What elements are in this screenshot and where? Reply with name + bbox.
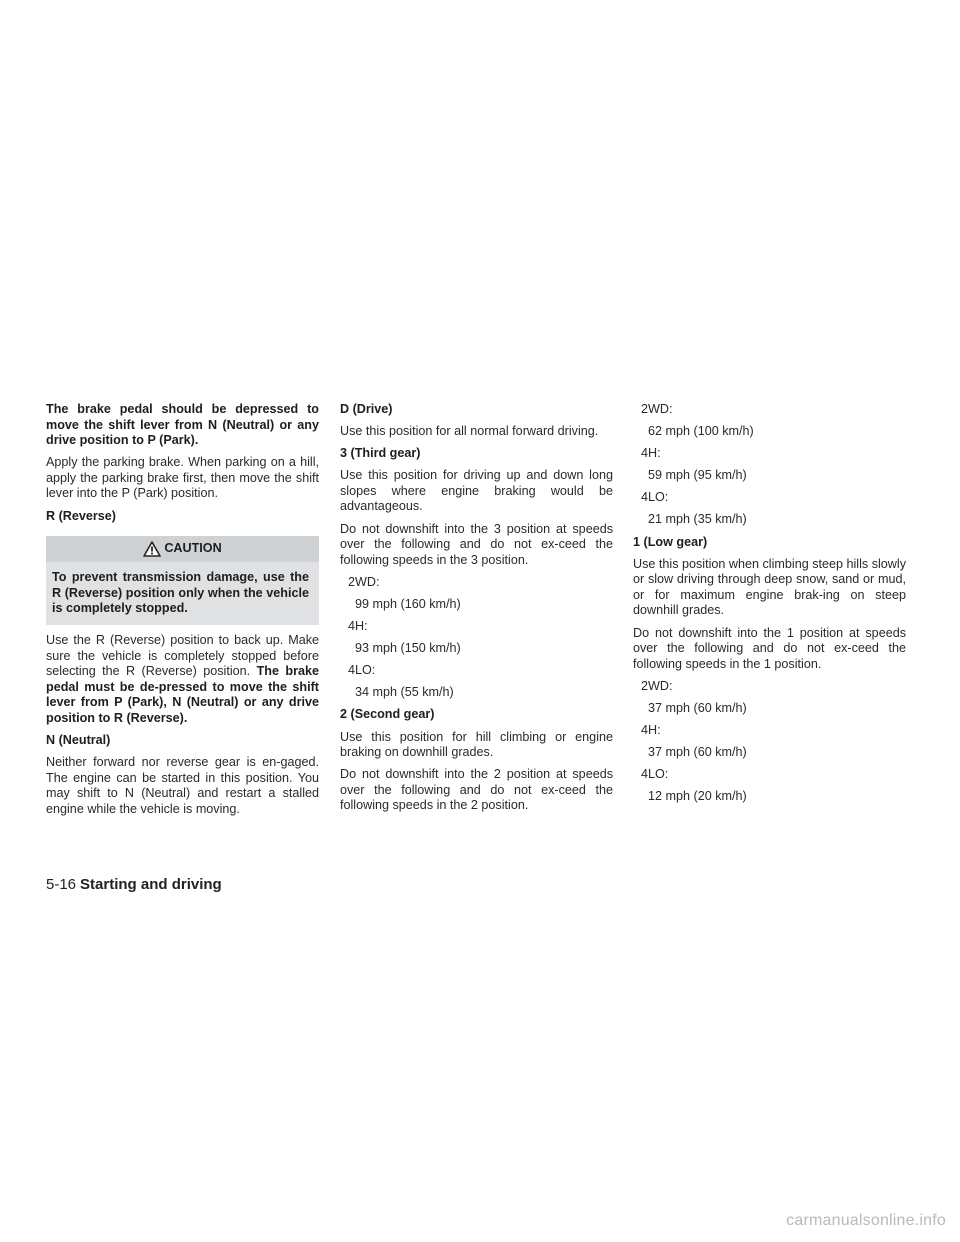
reverse-heading: R (Reverse) [46,508,116,523]
low-gear-heading: 1 (Low gear) [633,534,708,549]
speed-value: 59 mph (95 km/h) [648,468,747,483]
watermark: carmanualsonline.info [786,1212,946,1229]
caution-text: To prevent transmission damage, use the R (Reverse) position only when the vehicle is completely stopped. [52,570,309,616]
section-title: Starting and driving [80,876,222,893]
page-number: 5-16 [46,876,77,893]
second-gear-heading: 2 (Second gear) [340,707,435,722]
column-2 [340,402,613,820]
third-gear-heading: 3 (Third gear) [340,446,421,461]
neutral-heading: N (Neutral) [46,733,111,747]
second-gear-paragraph-2: Do not downshift into the 2 position at speeds over the following and do not ex-ceed the following speeds in the 2 position. [340,767,613,813]
reverse-bold-text: The brake pedal must be de-pressed to move the shift lever from P (Park), N (Neutral) or any drive position to R (Reverse). [46,664,320,725]
third-gear-speed-list [340,575,613,701]
column-3 [633,402,906,811]
speed-value: 62 mph (100 km/h) [648,424,754,439]
reverse-paragraph [46,633,319,727]
speed-label: 4H: [641,446,661,461]
parking-brake-paragraph: Apply the parking brake. When parking on a hill, apply the parking brake first, then move the shift lever into the P (Park) position. [46,455,319,501]
third-gear-paragraph-1: Use this position for driving up and down long slopes where engine braking would be advantageous. [340,468,613,514]
page-footer [46,876,222,893]
speed-value: 37 mph (60 km/h) [648,745,747,760]
speed-value: 21 mph (35 km/h) [648,512,747,527]
column-1 [46,402,319,824]
speed-label: 2WD: [641,678,673,693]
second-gear-speed-list [633,402,906,528]
reverse-text: Use the R (Reverse) position to back up. Make sure the vehicle is completely stopped before selecting the R (Reverse) position. [46,632,319,679]
speed-value: 37 mph (60 km/h) [648,700,747,715]
caution-header [46,536,319,562]
speed-value: 34 mph (55 km/h) [355,685,454,700]
low-gear-paragraph-1: Use this position when climbing steep hills slowly or slow driving through deep snow, sand or mud, or for maximum engine brak-ing on steep downhill grades. [633,556,906,618]
speed-label: 4LO: [348,663,376,678]
low-gear-paragraph-2: Do not downshift into the 1 position at speeds over the following and do not ex-ceed the following speeds in the 1 position. [633,625,906,671]
caution-title: CAUTION [164,541,222,556]
speed-value: 99 mph (160 km/h) [355,596,461,611]
speed-label: 4H: [641,723,661,737]
speed-value: 93 mph (150 km/h) [355,641,461,656]
drive-paragraph: Use this position for all normal forward driving. [340,424,599,439]
speed-label: 2WD: [641,402,673,416]
caution-box [46,536,319,625]
speed-label: 4LO: [641,490,669,505]
drive-heading: D (Drive) [340,402,393,416]
speed-value: 12 mph (20 km/h) [648,789,747,804]
speed-label: 2WD: [348,574,380,589]
low-gear-speed-list [633,679,906,805]
speed-label: 4H: [348,619,368,634]
brake-pedal-notice: The brake pedal should be depressed to move the shift lever from N (Neutral) or any drive position to P (Park). [46,402,319,448]
second-gear-paragraph-1: Use this position for hill climbing or engine braking on downhill grades. [340,729,613,760]
third-gear-paragraph-2: Do not downshift into the 3 position at speeds over the following and do not ex-ceed the following speeds in the 3 position. [340,521,613,567]
neutral-paragraph: Neither forward nor reverse gear is en-gaged. The engine can be started in this position. You may shift to N (Neutral) and restart a stalled engine while the vehicle is moving. [46,755,319,816]
warning-triangle-icon [143,541,161,557]
speed-label: 4LO: [641,767,669,782]
